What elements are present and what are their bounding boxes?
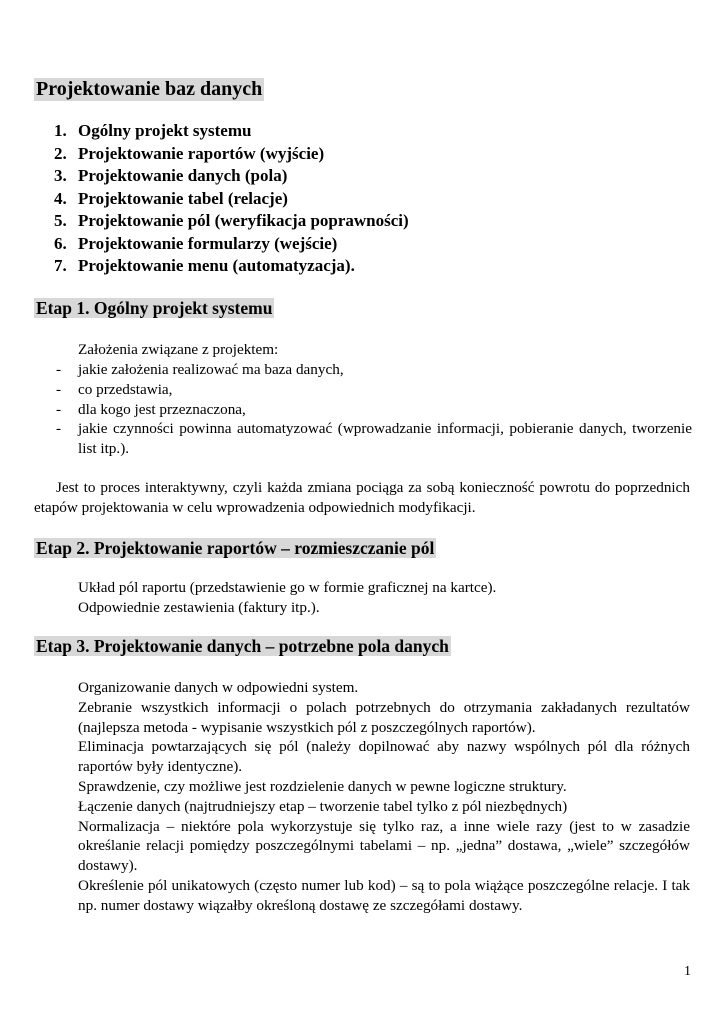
- toc-item: [54, 255, 409, 278]
- toc-number: 6.: [54, 233, 67, 253]
- section-heading-etap1: Etap 1. Ogólny projekt systemu: [36, 298, 273, 318]
- etap3-body: [78, 678, 690, 916]
- toc-text: Projektowanie danych (pola): [78, 166, 288, 185]
- toc-item: [54, 233, 409, 256]
- paragraph: Zebranie wszystkich informacji o polach potrzebnych do otrzymania zakładanych rezultatów (najlepsza metoda - wypisanie wszystkich pól z poszczególnych raportów).: [78, 698, 690, 736]
- toc-number: 4.: [54, 188, 67, 208]
- paragraph: Normalizacja – niektóre pola wykorzystuje się tylko raz, a inne wiele razy (jest to w zasadzie określanie relacji pomiędzy poszczególnymi tabelami – np. „jedna” dostawa, „wiele” szczegółów dostawy).: [78, 817, 690, 875]
- list-item-text: co przedstawia,: [78, 380, 173, 398]
- toc-item: [54, 143, 409, 166]
- list-item-text: jakie założenia realizować ma baza danych,: [78, 361, 344, 378]
- dash-bullet: -: [56, 400, 62, 418]
- dash-bullet: -: [56, 361, 62, 378]
- dash-bullet: -: [56, 380, 62, 398]
- toc-text: Projektowanie menu (automatyzacja).: [78, 256, 355, 275]
- etap1-intro: Założenia związane z projektem:: [78, 341, 279, 358]
- list-item: [56, 419, 692, 459]
- etap1-note: Jest to proces interaktywny, czyli każda zmiana pociąga za sobą konieczność powrotu do poprzednich etapów projektowania w celu wprowadzenia odpowiednich modyfikacji.: [34, 479, 690, 516]
- toc-text: Projektowanie formularzy (wejście): [78, 233, 338, 253]
- paragraph: Odpowiednie zestawienia (faktury itp.).: [78, 598, 320, 616]
- toc-number: 7.: [54, 256, 67, 275]
- paragraph: Łączenie danych (najtrudniejszy etap – tworzenie tabel tylko z pól niezbędnych): [78, 797, 568, 815]
- toc-number: 5.: [54, 211, 67, 230]
- toc-number: 1.: [54, 121, 67, 140]
- toc-number: 2.: [54, 143, 67, 163]
- toc-item: [54, 188, 409, 211]
- list-item-text: dla kogo jest przeznaczona,: [78, 400, 246, 418]
- paragraph: Sprawdzenie, czy możliwe jest rozdzielenie danych w pewne logiczne struktury.: [78, 777, 567, 795]
- paragraph: Eliminacja powtarzających się pól (należy dopilnować aby nazwy wspólnych pól dla różnych raportów były identyczne).: [78, 738, 690, 776]
- table-of-contents: [54, 120, 409, 278]
- section-heading-etap3: Etap 3. Projektowanie danych – potrzebne pola danych: [36, 636, 449, 656]
- list-item: [56, 400, 692, 420]
- page-title: Projektowanie baz danych: [36, 78, 263, 100]
- etap1-list: [56, 360, 692, 459]
- toc-text: Ogólny projekt systemu: [78, 121, 252, 140]
- toc-text: Projektowanie tabel (relacje): [78, 188, 288, 208]
- toc-text: Projektowanie raportów (wyjście): [78, 143, 325, 163]
- toc-item: [54, 210, 409, 233]
- list-item-text: jakie czynności powinna automatyzować (wprowadzanie informacji, pobieranie danych, tworzenie list itp.).: [78, 420, 692, 458]
- list-item: [56, 360, 692, 380]
- paragraph: Układ pól raportu (przedstawienie go w formie graficznej na kartce).: [78, 579, 497, 596]
- page-number: 1: [684, 964, 691, 979]
- paragraph: Organizowanie danych w odpowiedni system.: [78, 679, 359, 696]
- etap2-body: [78, 578, 690, 618]
- dash-bullet: -: [56, 420, 62, 438]
- toc-item: [54, 120, 409, 143]
- toc-number: 3.: [54, 166, 67, 185]
- list-item: [56, 380, 692, 400]
- toc-item: [54, 165, 409, 188]
- paragraph: Określenie pól unikatowych (często numer lub kod) – są to pola wiążące poszczególne relacje. I tak np. numer dostawy wiązałby określoną dostawę ze szczegółami dostawy.: [78, 876, 690, 914]
- section-heading-etap2: Etap 2. Projektowanie raportów – rozmieszczanie pól: [36, 538, 435, 558]
- toc-text: Projektowanie pól (weryfikacja poprawności): [78, 211, 409, 230]
